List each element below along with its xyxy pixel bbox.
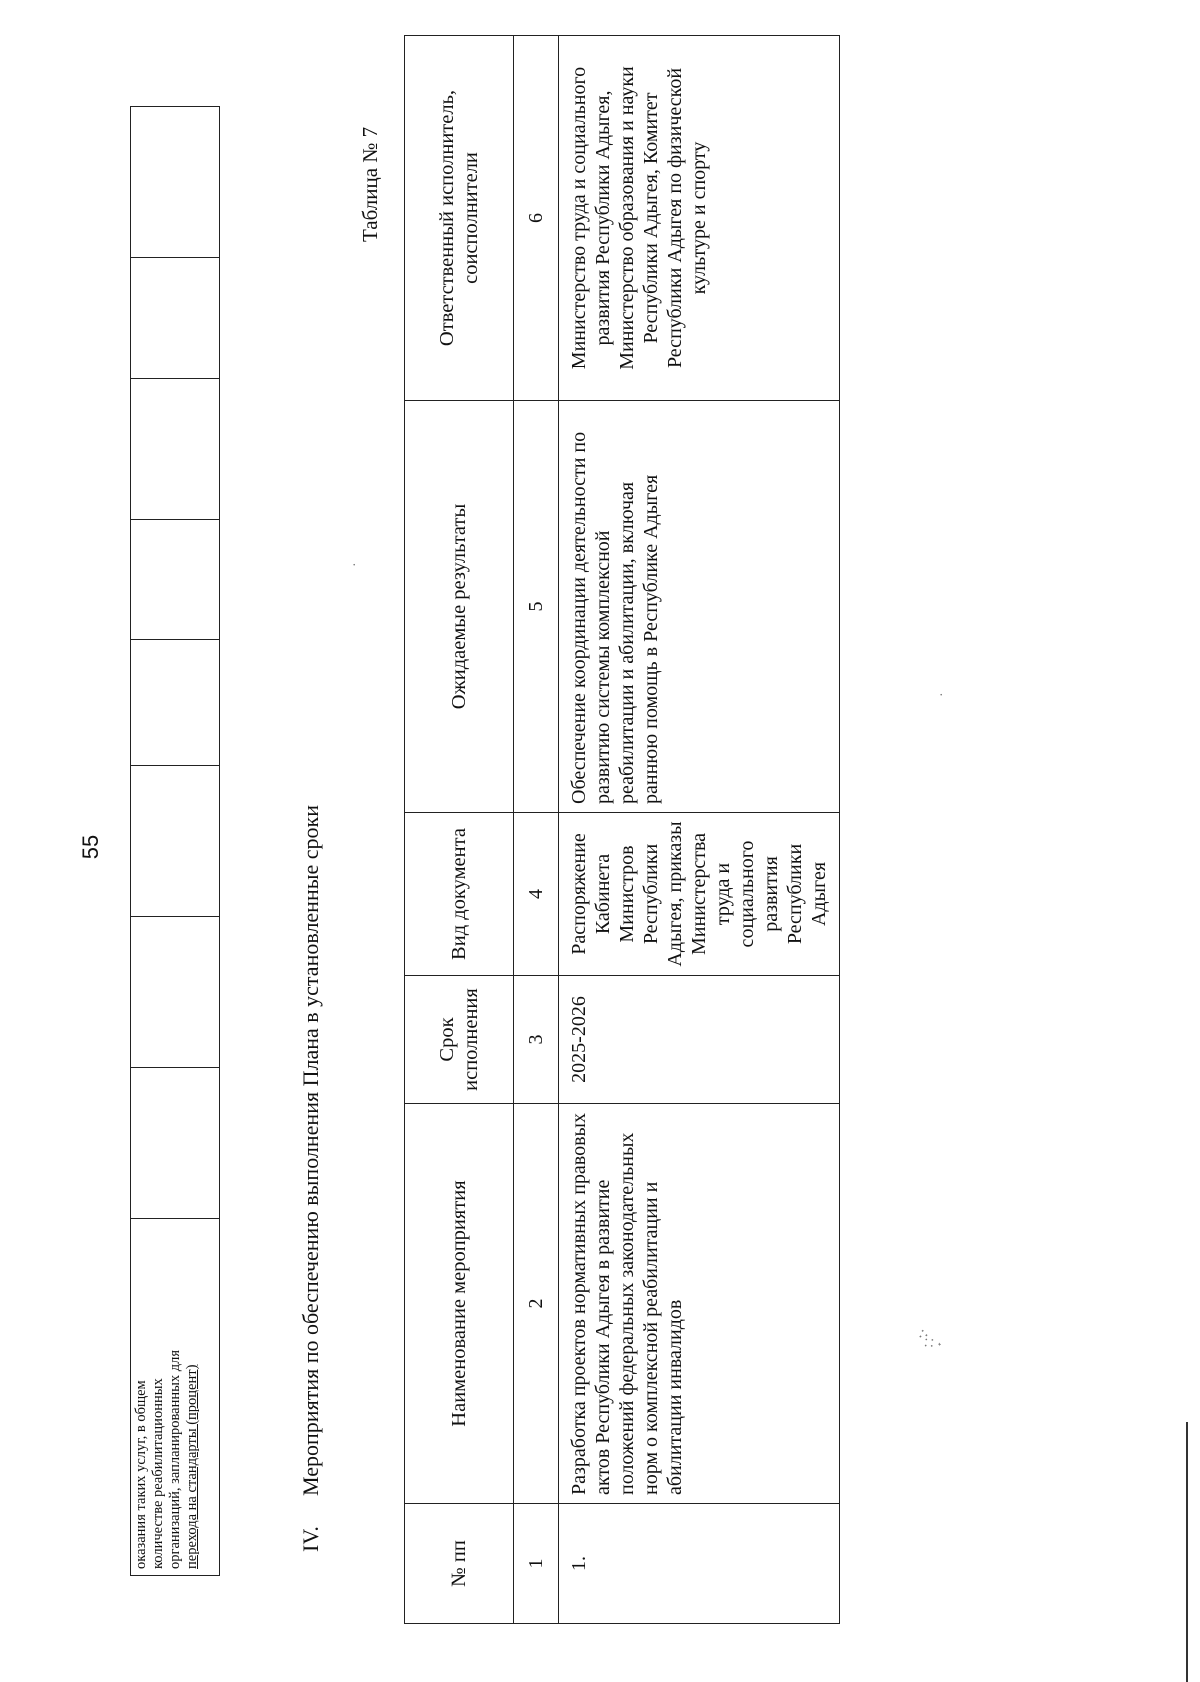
empty-cell	[131, 916, 220, 1067]
empty-cell	[131, 519, 220, 640]
header-result: Ожидаемые результаты	[405, 401, 514, 813]
section-title: Мероприятия по обеспечению выполнения Плана в установленные сроки	[298, 804, 323, 1496]
scan-speck: ⸼⁘∴	[914, 1325, 942, 1354]
empty-cell	[131, 1067, 220, 1218]
continuation-row	[131, 107, 220, 1576]
measures-table	[404, 35, 840, 1624]
indicator-line: количестве реабилитационных	[150, 1378, 166, 1569]
page-number: 55	[78, 834, 103, 860]
responsible-executor: Министерство труда и социального развития Республики Адыгея, Министерство образования и науки Республики Адыгея, Комитет Республики Адыгея по физической культуре и спорту	[559, 36, 840, 401]
empty-cell	[131, 766, 220, 917]
continuation-table	[130, 106, 220, 1576]
header-num: № пп	[405, 1504, 514, 1624]
column-number: 4	[514, 813, 559, 976]
header-row	[405, 36, 514, 1624]
indicator-line: перехода на стандарты (процент)	[184, 1364, 200, 1569]
scan-speck: ·	[935, 692, 950, 697]
empty-cell	[131, 257, 220, 378]
empty-cell	[131, 640, 220, 766]
empty-cell	[131, 107, 220, 258]
measure-term: 2025-2026	[559, 976, 840, 1104]
header-doc: Вид документа	[405, 813, 514, 976]
column-number: 3	[514, 976, 559, 1104]
expected-result: Обеспечение координации деятельности по развитию системы комплексной реабилитации и абилитации, включая раннюю помощь в Республике Адыгея	[559, 401, 840, 813]
measure-name: Разработка проектов нормативных правовых актов Республики Адыгея в развитие положений федеральных законодательных норм о комплексной реабилитации и абилитации инвалидов	[559, 1104, 840, 1504]
header-term: Срок исполнения	[405, 976, 514, 1104]
indicator-line: организаций, запланированных для	[167, 1349, 183, 1569]
row-number: 1.	[559, 1504, 840, 1624]
header-executor: Ответственный исполнитель, соисполнители	[405, 36, 514, 401]
column-number: 5	[514, 401, 559, 813]
column-number-row	[514, 36, 559, 1624]
column-number: 2	[514, 1104, 559, 1504]
column-number: 1	[514, 1504, 559, 1624]
empty-cell	[131, 378, 220, 519]
document-type: Распоряжение Кабинета Министров Республики Адыгея, приказы Министерства труда и социального развития Республики Адыгея	[559, 813, 840, 976]
scan-speck: ·	[348, 562, 363, 567]
section-heading	[298, 805, 324, 1552]
indicator-name-cell	[131, 1218, 220, 1575]
section-number: IV.	[298, 1526, 323, 1552]
table-caption: Таблица № 7	[358, 126, 382, 242]
indicator-line: оказания таких услуг, в общем	[133, 1380, 149, 1569]
table-row	[559, 36, 840, 1624]
header-name: Наименование мероприятия	[405, 1104, 514, 1504]
column-number: 6	[514, 36, 559, 401]
scan-edge-line	[1186, 1422, 1188, 1682]
